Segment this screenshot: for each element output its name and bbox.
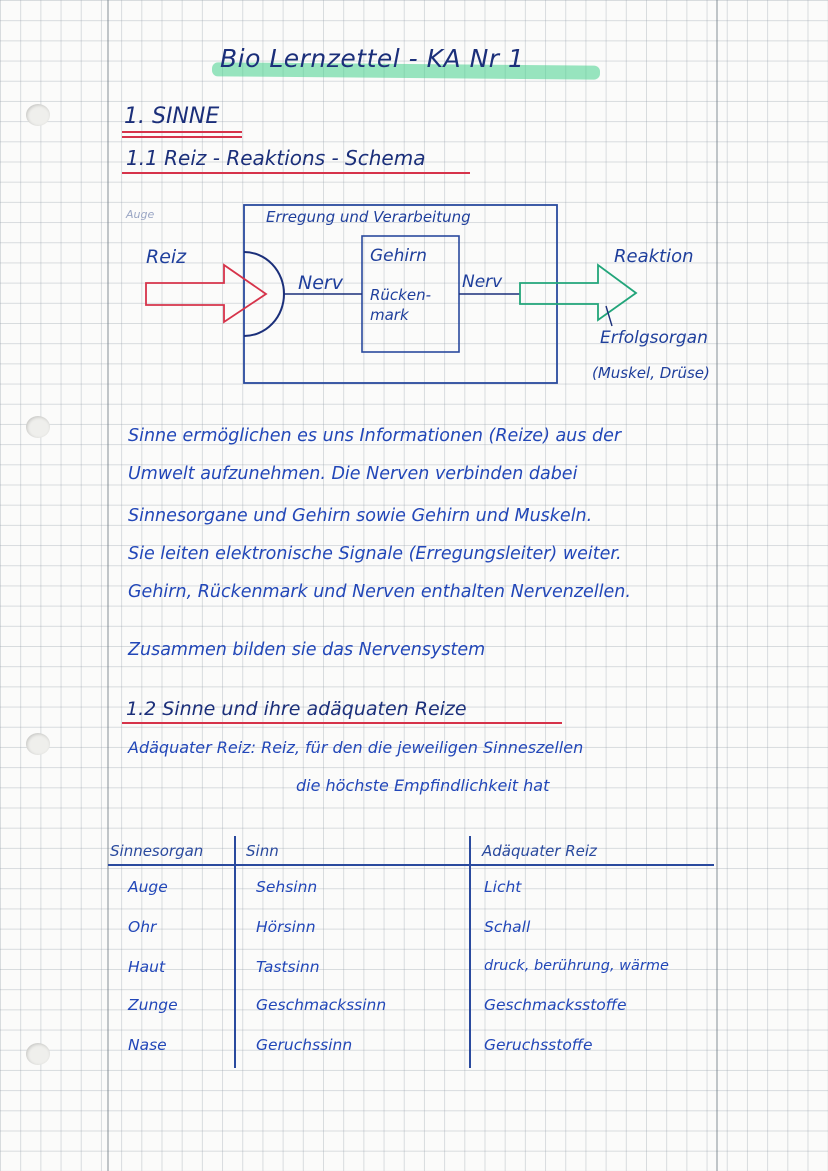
- table-cell-sense: Hörsinn: [256, 918, 316, 936]
- paragraph-line: Sie leiten elektronische Signale (Erregungsleiter) weiter.: [128, 544, 622, 564]
- table-cell-organ: Haut: [128, 958, 166, 976]
- diagram-small-label: Auge: [126, 208, 155, 221]
- table-cell-stimulus: Geruchsstoffe: [484, 1036, 593, 1054]
- paragraph-line: Zusammen bilden sie das Nervensystem: [128, 640, 486, 660]
- spinal-cord-label-2: mark: [370, 306, 409, 324]
- table-header-rule: [108, 864, 714, 866]
- brain-label: Gehirn: [370, 246, 427, 266]
- reaction-label: Reaktion: [614, 246, 694, 267]
- table-cell-sense: Geschmackssinn: [256, 996, 387, 1014]
- processing-label: Erregung und Verarbeitung: [266, 208, 471, 226]
- table-col-divider-2: [469, 836, 471, 1068]
- table-col-divider-1: [234, 836, 236, 1068]
- effector-label: Erfolgsorgan: [600, 328, 708, 348]
- input-arrow: [146, 265, 266, 322]
- table-cell-stimulus: Geschmacksstoffe: [484, 996, 627, 1014]
- table-header-organ: Sinnesorgan: [110, 842, 204, 860]
- subsection-heading-1: 1.1 Reiz - Reaktions - Schema: [126, 146, 426, 170]
- paragraph-line: Sinne ermöglichen es uns Informationen (Reize) aus der: [128, 426, 622, 446]
- spinal-cord-label-1: Rücken-: [370, 286, 432, 304]
- paragraph-line: Umwelt aufzunehmen. Die Nerven verbinden dabei: [128, 464, 578, 484]
- nerve-label-in: Nerv: [298, 272, 343, 294]
- table-cell-sense: Geruchssinn: [256, 1036, 353, 1054]
- table-cell-stimulus: Licht: [484, 878, 522, 896]
- table-cell-stimulus: druck, berührung, wärme: [484, 958, 669, 974]
- table-cell-organ: Auge: [128, 878, 168, 896]
- sense-organ-shape: [244, 252, 284, 336]
- stimulus-label: Reiz: [146, 246, 187, 268]
- table-cell-sense: Sehsinn: [256, 878, 318, 896]
- output-arrow: [520, 265, 636, 320]
- table-cell-stimulus: Schall: [484, 918, 531, 936]
- table-cell-organ: Ohr: [128, 918, 157, 936]
- paragraph-line: Gehirn, Rückenmark und Nerven enthalten Nervenzellen.: [128, 582, 631, 602]
- punch-hole: [26, 1043, 50, 1065]
- punch-hole: [26, 733, 50, 755]
- effector-pointer: [606, 306, 612, 326]
- definition-line-1: Adäquater Reiz: Reiz, für den die jeweiligen Sinneszellen: [128, 738, 584, 757]
- paragraph-line: Sinnesorgane und Gehirn sowie Gehirn und Muskeln.: [128, 506, 593, 526]
- table-cell-organ: Zunge: [128, 996, 178, 1014]
- section-heading: 1. SINNE: [124, 104, 220, 129]
- subsection-heading-2: 1.2 Sinne und ihre adäquaten Reize: [126, 698, 467, 720]
- table-cell-organ: Nase: [128, 1036, 167, 1054]
- page-title: Bio Lernzettel - KA Nr 1: [220, 44, 525, 73]
- table-header-sense: Sinn: [246, 842, 279, 860]
- nerve-label-out: Nerv: [462, 272, 503, 292]
- subsection-underline-2: [122, 722, 562, 724]
- definition-line-2: die höchste Empfindlichkeit hat: [296, 776, 550, 795]
- table-cell-sense: Tastsinn: [256, 958, 320, 976]
- effector-examples-label: (Muskel, Drüse): [592, 364, 710, 382]
- table-header-stimulus: Adäquater Reiz: [482, 842, 597, 860]
